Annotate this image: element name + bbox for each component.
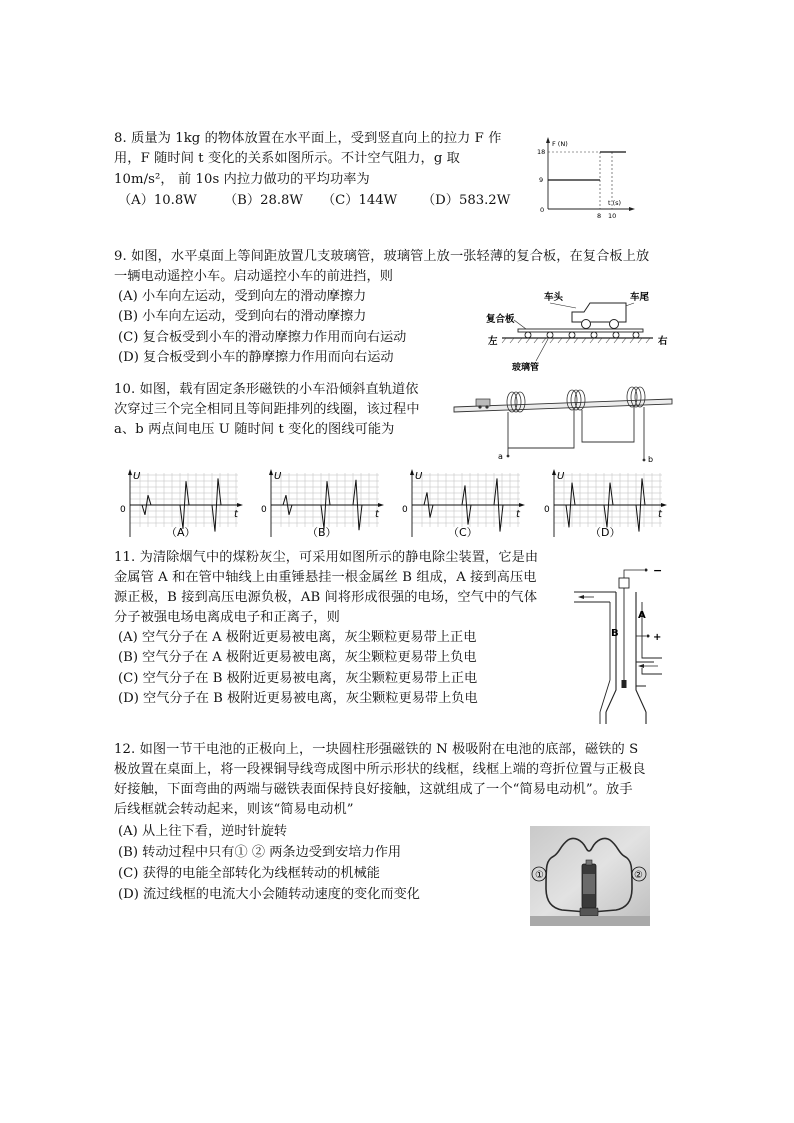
q9-label-head: 车头 [544, 292, 564, 303]
graph-xlabel: t [516, 509, 520, 520]
glass-tube-icon [525, 332, 531, 338]
q12-option-d: (D) 流过线框的电流大小会随转动速度的变化而变化 [118, 887, 420, 902]
graph-origin: 0 [261, 505, 267, 515]
graph-xlabel: t [234, 509, 238, 520]
q9-label-left: 左 [488, 336, 498, 347]
q8-option-c: （C）144W [322, 193, 398, 208]
glass-tube-icon [547, 332, 553, 338]
q11-label-b: B [611, 628, 619, 639]
q10-coil-track-figure [450, 384, 676, 464]
q11-label-plus: + [653, 632, 662, 643]
insulator-icon [619, 578, 629, 588]
car-wheel-icon [582, 320, 591, 329]
q10-graph-d[interactable] [540, 467, 670, 543]
q8-option-d: （D）583.2W [422, 193, 511, 208]
q12-line-2: 极放置在桌面上，将一段裸铜导线弯成图中所示形状的线框，线框上端的弯折位置与正极良 [114, 762, 646, 777]
wire-coil-1-2 [508, 410, 574, 448]
q9-option-b: (B) 小车向左运动，受到向右的滑动摩擦力 [118, 309, 367, 324]
q12-option-a: (A) 从上往下看，逆时针旋转 [118, 824, 288, 839]
q8-xtick-10: 10 [608, 212, 617, 220]
q8-xtick-8: 8 [597, 212, 602, 220]
q11-option-c: (C) 空气分子在 B 极附近更易被电离，灰尘颗粒更易带上正电 [118, 671, 478, 686]
q8-option-b: （B）28.8W [224, 193, 303, 208]
q9-option-a: (A) 小车向左运动，受到向左的滑动摩擦力 [118, 289, 367, 304]
q8-ytick-0: 0 [540, 206, 545, 214]
q9-label-tail: 车尾 [630, 292, 650, 303]
q12-line-1: 12. 如图一节干电池的正极向上，一块圆柱形强磁铁的 N 极吸附在电池的底部，磁铁的 S [114, 742, 639, 757]
graph-ylabel: U [557, 471, 565, 482]
graph-label: （C） [448, 526, 478, 539]
cart-magnet-icon [476, 399, 490, 406]
q9-option-d: (D) 复合板受到小车的静摩擦力作用而向右运动 [118, 350, 394, 365]
q12-mark-2: ② [634, 870, 643, 881]
graph-ylabel: U [415, 471, 423, 482]
q11-label-minus: − [653, 564, 663, 577]
q8-xlabel: t (s) [608, 199, 622, 207]
tube-a-right-wall [636, 592, 646, 686]
glass-tube-icon [633, 332, 639, 338]
graph-ylabel: U [274, 471, 282, 482]
q10-graph-b[interactable] [257, 467, 387, 543]
q10-label-a: a [498, 452, 503, 461]
q11-line-4: 分子被强电场电离成电子和正离子，则 [114, 610, 340, 625]
q11-option-a: (A) 空气分子在 A 极附近更易被电离，灰尘颗粒更易带上正电 [118, 630, 477, 645]
composite-board [518, 329, 643, 332]
q12-motor-photo [530, 826, 650, 926]
q11-line-3: 源正极，B 接到高压电源负极，AB 间将形成很强的电场，空气中的气体 [114, 590, 538, 605]
q11-precipitator-figure [572, 562, 668, 730]
glass-tube-icon [591, 332, 597, 338]
q9-label-board: 复合板 [486, 314, 515, 325]
tube-a-left-wall [606, 592, 616, 712]
graph-origin: 0 [120, 505, 126, 515]
table-surface [530, 916, 650, 926]
q9-label-right: 右 [658, 336, 668, 347]
q10-graph-c[interactable] [398, 467, 528, 543]
q8-line-2: 用，F 随时间 t 变化的关系如图所示。不计空气阻力，g 取 [114, 151, 460, 166]
q9-label-tube: 玻璃管 [512, 363, 540, 373]
car-body-icon [572, 303, 626, 322]
graph-origin: 0 [402, 505, 408, 515]
q8-ytick-9: 9 [539, 176, 544, 184]
q8-line-3: 10m/s²， 前 10s 内拉力做功的平均功率为 [114, 172, 370, 187]
q10-line-3: a、b 两点间电压 U 随时间 t 变化的图线可能为 [114, 422, 395, 437]
q11-option-d: (D) 空气分子在 B 极附近更易被电离，灰尘颗粒更易带上负电 [118, 691, 478, 706]
q12-mark-1: ① [535, 870, 544, 881]
battery-positive-icon [586, 860, 592, 865]
graph-label: （B） [307, 526, 337, 539]
q8-ylabel: F (N) [552, 140, 568, 148]
glass-tube-icon [613, 332, 619, 338]
q12-line-4: 后线框就会转动起来，则该“简易电动机” [114, 802, 354, 817]
glass-tube-icon [569, 332, 575, 338]
weight-icon [622, 680, 627, 688]
q8-line-1: 8. 质量为 1kg 的物体放置在水平面上，受到竖直向上的拉力 F 作 [114, 131, 502, 146]
car-wheel-icon [610, 320, 619, 329]
q12-line-3: 好接触，下面弯曲的两端与磁铁表面保持良好接触，这就组成了一个“简易电动机”。放手 [114, 782, 633, 797]
q9-line-1: 9. 如图，水平桌面上等间距放置几支玻璃管，玻璃管上放一张轻薄的复合板，在复合板上放 [114, 249, 650, 264]
graph-label: （A） [166, 526, 196, 539]
graph-xlabel: t [375, 509, 379, 520]
q10-graph-a[interactable] [116, 467, 246, 543]
q11-line-2: 金属管 A 和在管中轴线上由重锤悬挂一根金属丝 B 组成，A 接到高压电 [114, 570, 537, 585]
outflow-arrow-icon [578, 595, 584, 599]
q9-option-c: (C) 复合板受到小车的滑动摩擦力作用而向右运动 [118, 330, 407, 345]
q11-line-1: 11. 为清除烟气中的煤粉灰尘，可采用如图所示的静电除尘装置，它是由 [114, 550, 539, 565]
q8-ytick-18: 18 [537, 148, 546, 156]
q11-label-a: A [638, 610, 646, 621]
graph-label: （D） [590, 526, 621, 539]
inflow-arrow-icon [638, 664, 644, 668]
q12-option-c: (C) 获得的电能全部转化为线框转动的机械能 [118, 866, 380, 881]
q8-force-time-graph [528, 134, 638, 220]
q9-line-2: 一辆电动遥控小车。启动遥控小车的前进挡，则 [114, 269, 394, 284]
q12-option-b: (B) 转动过程中只有① ② 两条边受到安培力作用 [118, 845, 402, 860]
wire-coil-2-3 [582, 407, 634, 442]
q10-label-b: b [648, 455, 654, 464]
graph-xlabel: t [658, 509, 662, 520]
magnet-icon [580, 908, 598, 916]
q10-line-1: 10. 如图，载有固定条形磁铁的小车沿倾斜直轨道依 [114, 382, 419, 397]
q8-option-a: （A）10.8W [118, 193, 197, 208]
q10-line-2: 次穿过三个完全相同且等间距排列的线圈，该过程中 [114, 402, 420, 417]
graph-ylabel: U [133, 471, 141, 482]
q11-option-b: (B) 空气分子在 A 极附近更易被电离，灰尘颗粒更易带上负电 [118, 650, 477, 665]
graph-origin: 0 [544, 505, 550, 515]
q9-car-figure [478, 286, 678, 374]
